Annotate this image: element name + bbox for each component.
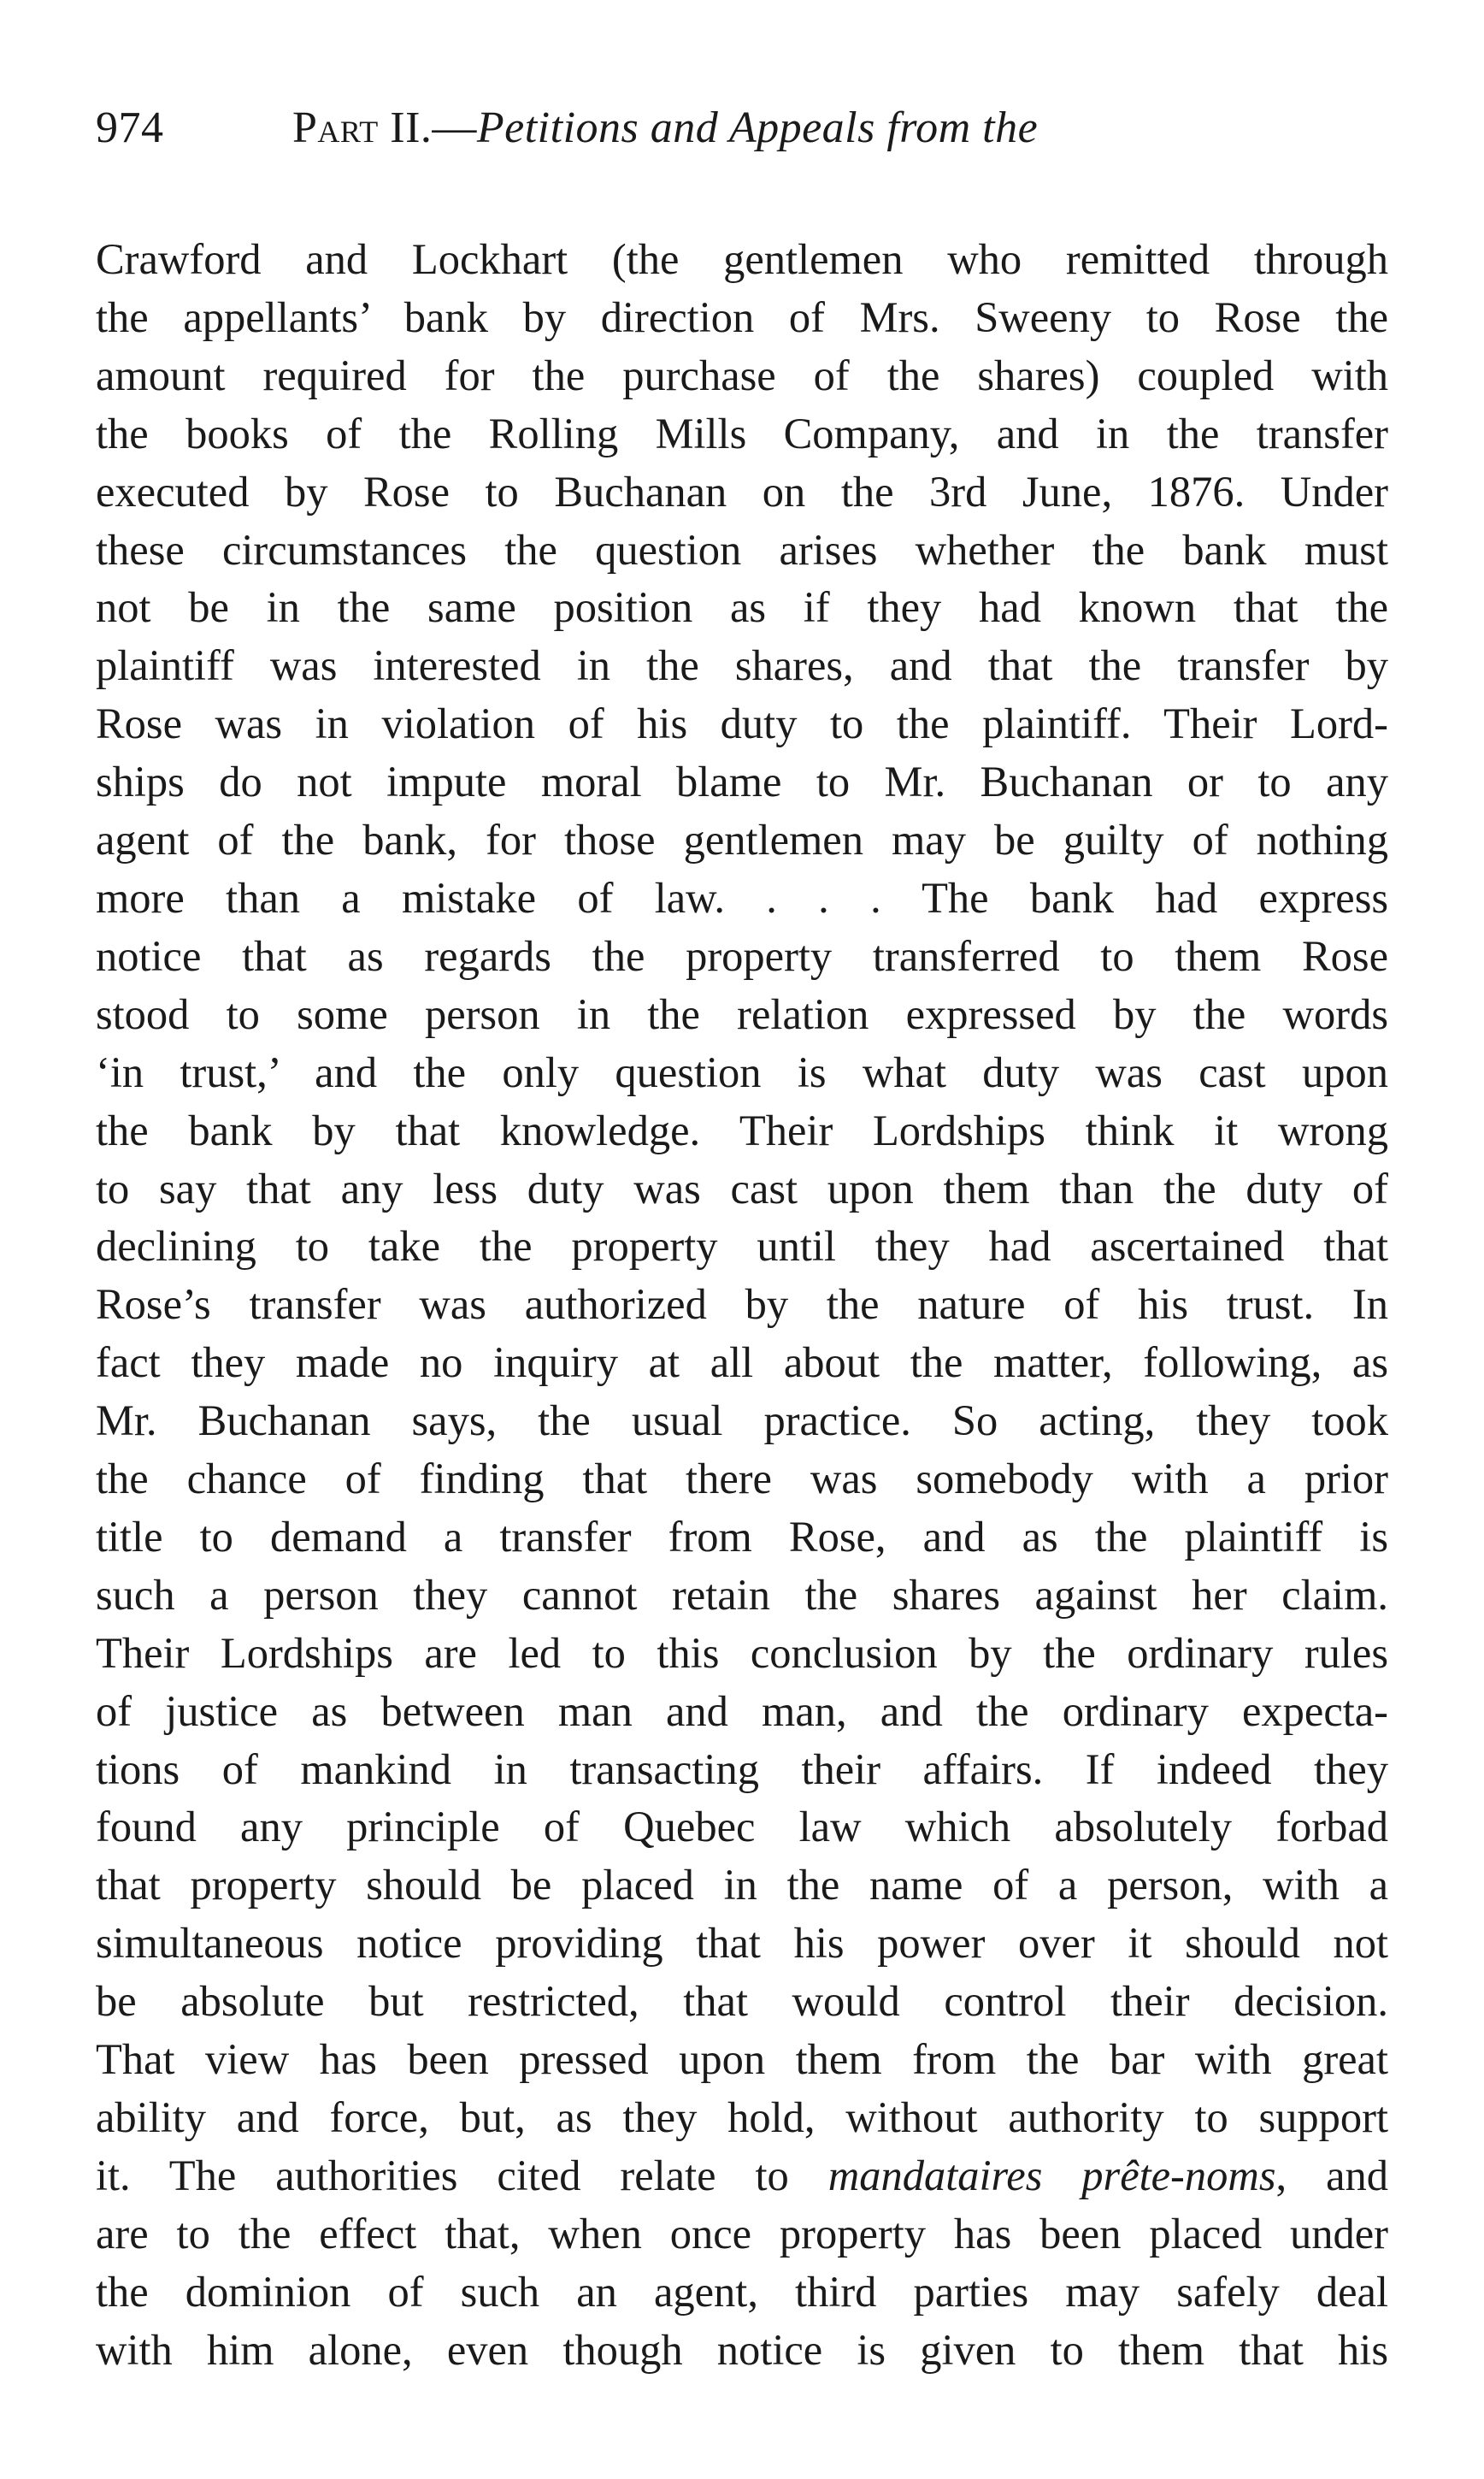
text-line	[96, 695, 1388, 753]
text-line-content: stood to some person in the relation expressed by the words	[96, 989, 1388, 1038]
text-line	[96, 522, 1388, 580]
text-line	[96, 231, 1388, 289]
text-line	[96, 1276, 1388, 1334]
text-line-content: with him alone, even though notice is given to them that his	[96, 2325, 1388, 2374]
text-line-content: Rose was in violation of his duty to the plaintiff. Their Lord-	[96, 699, 1388, 748]
text-line-content: tions of mankind in transacting their affairs. If indeed they	[96, 1744, 1388, 1793]
text-line-content: executed by Rose to Buchanan on the 3rd June, 1876. Under	[96, 467, 1388, 516]
text-line-content: the bank by that knowledge. Their Lordships think it wrong	[96, 1106, 1388, 1154]
text-line	[96, 753, 1388, 812]
text-line	[96, 1973, 1388, 2031]
text-line	[96, 2031, 1388, 2089]
running-head	[96, 103, 1388, 197]
italic-phrase: mandataires prête-noms	[827, 2151, 1276, 2199]
text-line-content: more than a mistake of law. . . . The bank had express	[96, 873, 1388, 922]
text-line-content: be absolute but restricted, that would control their decision.	[96, 1977, 1388, 2026]
text-line-content: the appellants’ bank by direction of Mrs. Sweeny to Rose the	[96, 292, 1388, 341]
text-line-content: Rose’s transfer was authorized by the nature of his trust. In	[96, 1280, 1388, 1329]
text-line-tail: , and	[1275, 2151, 1388, 2199]
text-line-content: plaintiff was interested in the shares, and that the transfer by	[96, 641, 1388, 690]
text-line	[96, 2264, 1388, 2322]
text-line	[96, 870, 1388, 928]
text-line	[96, 2089, 1388, 2147]
text-line-content: the books of the Rolling Mills Company, and in the transfer	[96, 409, 1388, 457]
text-line-content: agent of the bank, for those gentlemen may be guilty of nothing	[96, 816, 1388, 865]
text-line-content: these circumstances the question arises whether the bank must	[96, 525, 1388, 574]
text-line-content: ability and force, but, as they hold, without authority to support	[96, 2093, 1388, 2141]
text-line	[96, 405, 1388, 463]
text-line	[96, 812, 1388, 870]
document-page	[96, 103, 1388, 2380]
text-line-content: Mr. Buchanan says, the usual practice. So acting, they took	[96, 1396, 1388, 1445]
text-line-content: the dominion of such an agent, third parties may safely deal	[96, 2267, 1388, 2316]
text-line-content: ships do not impute moral blame to Mr. Buchanan or to any	[96, 758, 1388, 806]
text-line	[96, 1741, 1388, 1799]
text-line-content: Their Lordships are led to this conclusion by the ordinary rules	[96, 1628, 1388, 1677]
text-line-content: that property should be placed in the name of a person, with a	[96, 1861, 1388, 1909]
text-line-content: declining to take the property until they had ascertained that	[96, 1222, 1388, 1271]
text-line	[96, 347, 1388, 405]
text-line	[96, 1334, 1388, 1392]
text-line	[96, 2322, 1388, 2380]
text-line	[96, 579, 1388, 637]
text-line	[96, 1567, 1388, 1625]
text-line	[96, 1798, 1388, 1856]
text-line	[96, 986, 1388, 1044]
text-line	[96, 2147, 1388, 2205]
running-head-title: Petitions and Appeals from the	[476, 103, 1039, 152]
text-line-content: of justice as between man and man, and the ordinary expecta-	[96, 1686, 1388, 1735]
text-line-content: not be in the same position as if they had known that the	[96, 583, 1388, 632]
running-head-part: Part II.	[292, 103, 433, 152]
text-line-content: are to the effect that, when once property has been placed under	[96, 2209, 1388, 2258]
text-line	[96, 928, 1388, 986]
text-line-content: fact they made no inquiry at all about the matter, following, as	[96, 1338, 1388, 1387]
text-line	[96, 1160, 1388, 1219]
text-line	[96, 463, 1388, 522]
text-line	[96, 1102, 1388, 1160]
text-line-content: simultaneous notice providing that his power over it should not	[96, 1919, 1388, 1968]
text-line	[96, 1392, 1388, 1450]
text-line-content: That view has been pressed upon them from the bar with great	[96, 2035, 1388, 2084]
text-line	[96, 1683, 1388, 1741]
text-line	[96, 2205, 1388, 2264]
text-line-content: amount required for the purchase of the shares) coupled with	[96, 351, 1388, 399]
text-line-content: Crawford and Lockhart (the gentlemen who remitted through	[96, 235, 1388, 283]
body-paragraph	[96, 231, 1388, 2380]
text-line-content: title to demand a transfer from Rose, and as the plaintiff is	[96, 1512, 1388, 1561]
text-line-content: such a person they cannot retain the shares against her claim.	[96, 1570, 1388, 1619]
text-line-content: the chance of finding that there was somebody with a prior	[96, 1455, 1388, 1503]
text-line	[96, 1915, 1388, 1973]
text-line	[96, 289, 1388, 347]
text-line	[96, 637, 1388, 695]
text-line	[96, 1450, 1388, 1508]
text-line	[96, 1625, 1388, 1683]
text-line-content: found any principle of Quebec law which absolutely forbad	[96, 1803, 1388, 1851]
text-line-content: ‘in trust,’ and the only question is what duty was cast upon	[96, 1048, 1388, 1096]
text-line-content: it. The authorities cited relate to	[96, 2151, 828, 2199]
text-line-content: to say that any less duty was cast upon them than the duty of	[96, 1164, 1388, 1213]
text-line	[96, 1508, 1388, 1567]
text-line-content: notice that as regards the property transferred to them Rose	[96, 931, 1388, 980]
text-line	[96, 1044, 1388, 1102]
running-head-dash: —	[432, 103, 477, 152]
page-number: 974	[96, 103, 164, 152]
text-line	[96, 1856, 1388, 1915]
text-line	[96, 1218, 1388, 1276]
